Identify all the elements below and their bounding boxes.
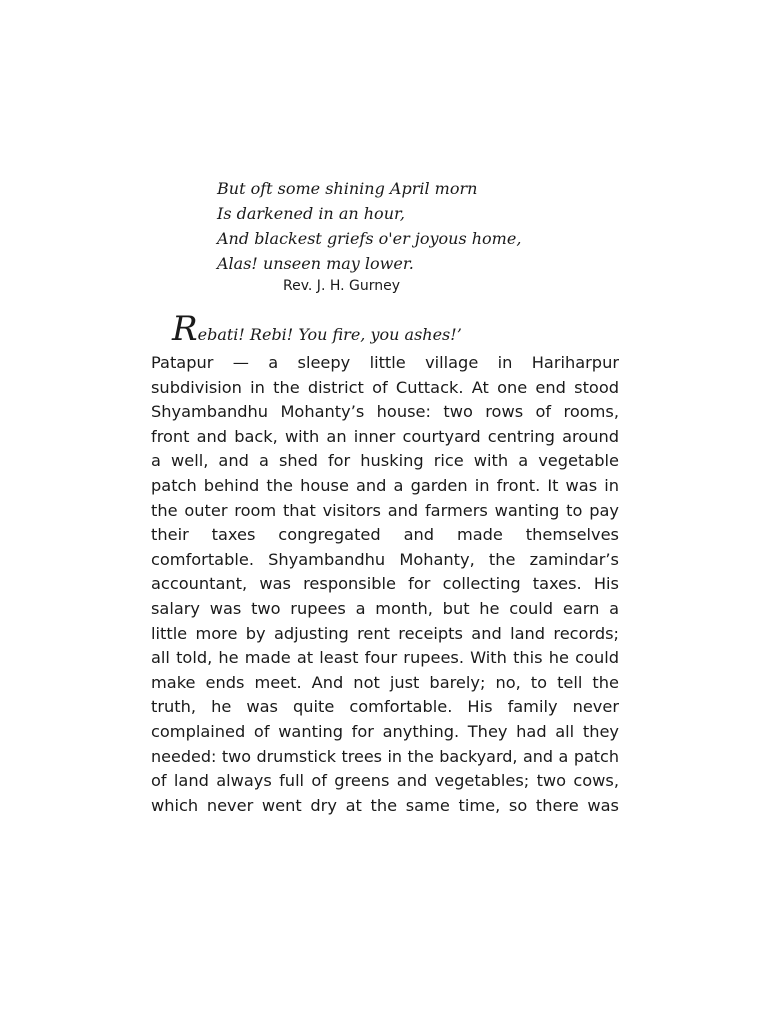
epigraph-line: But oft some shining April morn [217,179,478,198]
body-line: Patapur — a sleepy little village in Hariharpur [151,353,619,372]
body-line: salary was two rupees a month, but he could earn a [151,598,619,618]
body-line: a well, and a shed for husking rice with a vegetable [151,451,619,471]
body-line: subdivision in the district of Cuttack. At one end stood [151,377,619,397]
body-line: comfortable. Shyambandhu Mohanty, the zamindar’s [151,549,619,569]
body-line: their taxes congregated and made themselves [151,525,619,545]
body-line: complained of wanting for anything. They had all they [151,721,619,741]
epigraph-line: Alas! unseen may lower. [217,254,414,273]
epigraph [217,176,637,276]
epigraph-attribution: Rev. J. H. Gurney [283,278,401,294]
drop-cap: R [172,309,198,349]
body-paragraph [151,351,619,818]
body-line: Shyambandhu Mohanty’s house: two rows of rooms, [151,402,619,422]
body-line: needed: two drumstick trees in the backyard, and a patch [151,746,619,766]
body-line: of land always full of greens and vegetables; two cows, [151,771,619,791]
opening-text: ebati! Rebi! You fire, you ashes!’ [197,325,462,344]
body-line: make ends meet. And not just barely; no, to tell the [151,672,619,692]
body-line: patch behind the house and a garden in front. It was in [151,475,619,495]
body-line: which never went dry at the same time, so there was [151,795,619,815]
body-line: front and back, with an inner courtyard centring around [151,426,619,446]
epigraph-line: And blackest griefs o'er joyous home, [217,229,522,248]
body-line: the outer room that visitors and farmers wanting to pay [151,500,619,520]
body-line: little more by adjusting rent receipts and land records; [151,623,619,643]
body-line: all told, he made at least four rupees. With this he could [151,648,619,668]
body-line: accountant, was responsible for collecting taxes. His [151,574,619,594]
opening-line [172,309,462,349]
body-line: truth, he was quite comfortable. His family never [151,697,619,717]
epigraph-line: Is darkened in an hour, [217,204,405,223]
